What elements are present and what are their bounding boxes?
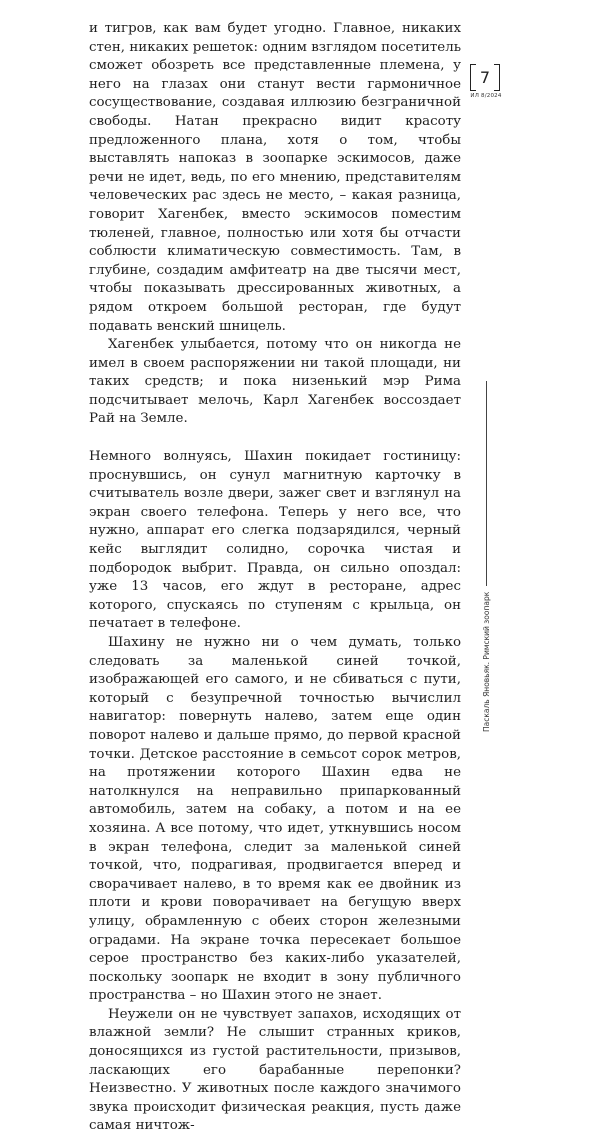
paragraph-3: Немного волнуясь, Шахин покидает гостиницу: проснувшись, он сунул магнитную карточку в считыватель возле двери, зажег свет и взглянул на экран своего телефона. Теперь у него все, что нужно, аппарат его слегка подзарядился, черный кейс выглядит солидно, сорочка чистая и подбородок выбрит. Правда, он сильно опоздал: уже 13 часов, его ждут в ресторане, адрес которого, спускаясь по ступеням с крыльца, он печатает в телефоне. (89, 449, 461, 632)
issue-label: ИЛ 8/2024 (470, 93, 502, 99)
paragraph-1: и тигров, как вам будет угодно. Главное, никаких стен, никаких решеток: одним взглядом посетитель сможет обозреть все представленные племена, у него на глазах они станут вести гармоничное сосуществование, создавая иллюзию безграничной свободы. Натан прекрасно видит красоту предложенного плана, хотя о том, чтобы выставлять напоказ в зоопарке эскимосов, даже речи не идет, ведь, по его мнению, представителям человеческих рас здесь не место, – какая разница, говорит Хагенбек, вместо эскимосов поместим тюленей, главное, полностью или хотя бы отчасти соблюсти климатическую совместимость. Там, в глубине, создадим амфитеатр на две тысячи мест, чтобы показывать дрессированных животных, а рядом откроем большой ресторан, где будут подавать венский шницель. (89, 21, 461, 334)
paragraph-4: Шахину не нужно ни о чем думать, только следовать за маленькой синей точкой, изображающей его самого, и не сбиваться с пути, который с безупречной точностью вычислил навигатор: повернуть налево, затем еще один поворот налево и дальше прямо, до первой красной точки. Детское расстояние в семьсот сорок метров, на протяжении которого Шахин едва не натолкнулся на неправильно припаркованный автомобиль, затем на собаку, а потом и на ее хозяина. А все потому, что идет, уткнувшись носом в экран телефона, следит за маленькой синей точкой, что, подрагивая, продвигается вперед и сворачивает налево, в то время как ее двойник из плоти и крови поворачивает на бегущую вверх улицу, обрамленную с обеих сторон железными оградами. На экране точка пересекает большое серое пространство без каких-либо указателей, поскольку зоопарк не входит в зону публичного пространства – но Шахин этого не знает. (89, 635, 461, 1004)
page-number: 7 (479, 68, 491, 87)
paragraph-2: Хагенбек улыбается, потому что он никогда не имел в своем распоряжении ни такой площади, ни таких средств; и пока низенький мэр Рима подсчитывает мелочь, Карл Хагенбек воссоздает Рай на Земле. (89, 337, 461, 427)
running-head-rule (486, 381, 487, 586)
page-number-bracket (470, 64, 500, 91)
running-head-text: Паскаль Яновьяк. Римский зоопарк (482, 591, 491, 732)
body-text (89, 20, 461, 1136)
page-folio (470, 64, 502, 104)
running-head (482, 381, 491, 732)
section-break (89, 429, 461, 448)
paragraph-5: Неужели он не чувствует запахов, исходящих от влажной земли? Не слышит странных криков, доносящихся из густой растительности, призывов, ласкающих его барабанные перепонки? Неизвестно. У животных после каждого значимого звука происходит физическая реакция, пусть даже самая ничтож- (89, 1006, 461, 1134)
